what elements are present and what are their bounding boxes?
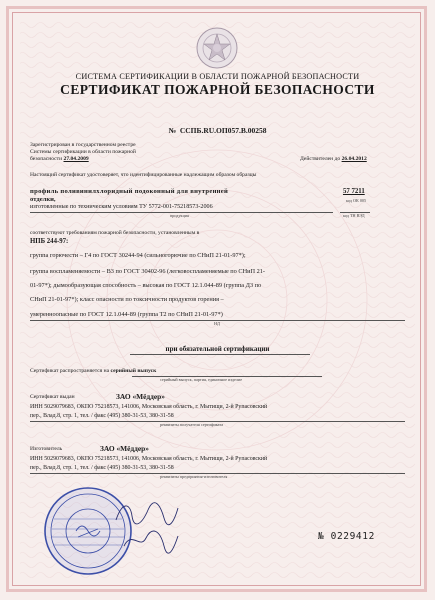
signature-1 (112, 498, 182, 528)
issued-to-company: ЗАО «Мёддер» (116, 392, 165, 401)
certification-type-line (130, 354, 310, 355)
serial-sign: № (318, 531, 325, 542)
compliance-caption: НД (214, 321, 220, 326)
compliance-item-1: группа горючести – Г4 по ГОСТ 30244-94 (сильногорючие по СНиП 21-01-97*); (30, 252, 246, 259)
valid-until (300, 156, 367, 163)
okp-code: 57 7211 (343, 188, 365, 195)
issued-to-details-1: ИНН 5029079683, ОКПО 75218573, 141006, Московская область, г. Мытищи, 2-й Рупасовский (30, 404, 268, 410)
registration-line-1: Зарегистрирован в государственном реестре (30, 142, 136, 148)
signature-2 (120, 528, 180, 554)
issued-to-label: Сертификат выдан (30, 394, 75, 400)
valid-until-label: Действителен до (300, 156, 341, 162)
product-line-1: профиль поливинилхлоридный подоконный для внутренней (30, 188, 229, 195)
manufacturer-label: Изготовитель (30, 446, 63, 452)
registration-date: 27.04.2009 (63, 156, 89, 162)
compliance-standard: НПБ 244-97: (30, 238, 69, 245)
compliance-intro: соответствуют требованиям пожарной безопасности, установленным в (30, 230, 200, 236)
okp-code-caption: код ОК 005 (346, 198, 367, 203)
hologram-emblem-icon (195, 26, 239, 70)
certificate-title: СЕРТИФИКАТ ПОЖАРНОЙ БЕЗОПАСНОСТИ (60, 82, 375, 97)
compliance-item-5: умеренноопасные по ГОСТ 12.1.044-89 (группа Т2 по СНиП 21-01-97*) (30, 311, 223, 318)
manufacturer-details-2: пер., Влад.8, стр. 1, тел. / факс (495) 380-31-53, 380-31-58 (30, 465, 174, 471)
statement-text: Настоящий сертификат удостоверяет, что идентифицированные надлежащим образом образцы (30, 172, 257, 178)
release-value: серийный выпуск (110, 368, 157, 374)
product-line-3: изготовленные по техническим условиям ТУ 5772-001-75218573-2006 (30, 204, 213, 210)
certificate-number (0, 126, 435, 135)
manufacturer-details-1: ИНН 5029079683, ОКПО 75218573, 141006, Московская область, г. Мытищи, 2-й Рупасовский (30, 456, 268, 462)
number-sign: № (168, 126, 177, 135)
serial-number (318, 531, 375, 542)
manufacturer-caption: реквизиты предприятия-изготовителя (160, 474, 228, 479)
release-line (30, 368, 156, 375)
certification-system-title: СИСТЕМА СЕРТИФИКАЦИИ В ОБЛАСТИ ПОЖАРНОЙ БЕЗОПАСНОСТИ (75, 72, 360, 81)
release-label: Сертификат распространяется на (30, 368, 110, 374)
registration-label: безопасности (30, 156, 63, 162)
manufacturer-company: ЗАО «Мёддер» (100, 444, 149, 453)
number-value: ССПБ.RU.ОП057.В.00258 (179, 126, 267, 135)
registration-line-3 (30, 156, 89, 163)
product-line-2: отделки, (30, 196, 56, 203)
issued-to-details-2: пер., Влад.8, стр. 1, тел. / факс (495) 380-31-53, 380-31-58 (30, 413, 174, 419)
issued-to-caption: реквизиты получателя сертификата (160, 422, 224, 427)
compliance-item-3: 01-97*); дымообразующая способность – высокая по ГОСТ 12.1.044-89 (группа Д3 по (30, 282, 262, 289)
product-caption: продукция (170, 213, 189, 218)
certification-type: при обязательной сертификации (165, 345, 270, 353)
release-caption: серийный выпуск, партия, единичное изделие (160, 377, 243, 382)
serial-value: 0229412 (330, 531, 375, 542)
compliance-item-2: группа воспламеняемости – В3 по ГОСТ 30402-96 (легковоспламеняемые по СНиП 21- (30, 268, 266, 275)
registration-line-2: Системы сертификации в области пожарной (30, 149, 136, 155)
tnved-caption: код ТН ВЭД (343, 213, 365, 218)
valid-until-date: 26.04.2012 (341, 156, 367, 162)
compliance-item-4: СНиП 21-01-97*); класс опасности по токсичности продуктов горения – (30, 296, 224, 303)
